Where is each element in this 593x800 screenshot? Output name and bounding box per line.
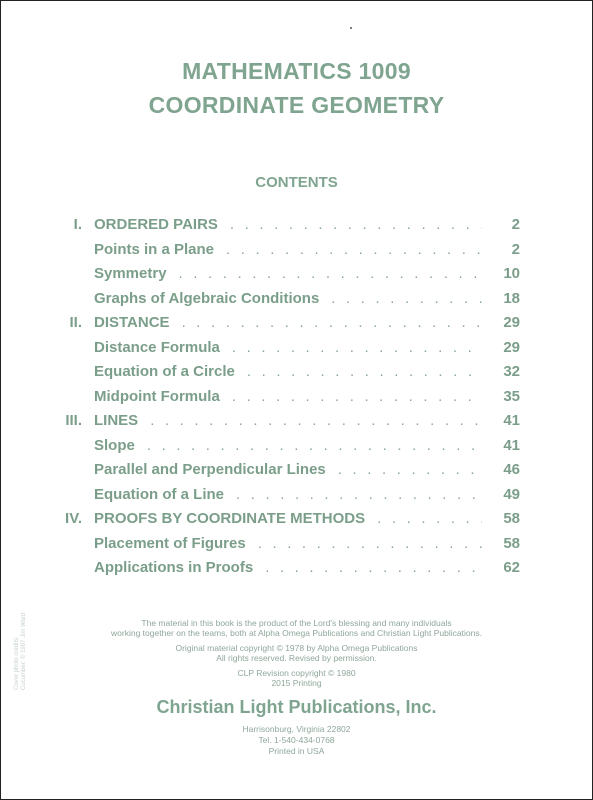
dot-leader bbox=[230, 216, 482, 233]
dot-leader bbox=[147, 437, 482, 454]
toc-entry-page: 46 bbox=[503, 461, 520, 478]
title-line-1: MATHEMATICS 1009 bbox=[182, 58, 411, 84]
toc-entry-page: 2 bbox=[511, 240, 520, 258]
photo-credit bbox=[14, 613, 28, 690]
dot-leader bbox=[182, 314, 482, 331]
dot-leader bbox=[258, 535, 482, 552]
dot-leader bbox=[331, 290, 482, 307]
printed-in: Printed in USA bbox=[268, 746, 325, 756]
dot-leader bbox=[236, 486, 482, 503]
dot-leader bbox=[226, 241, 482, 258]
toc-entry-number: IV. bbox=[65, 510, 82, 527]
toc-entry bbox=[40, 363, 520, 387]
revision-line-2: 2015 Printing bbox=[271, 678, 322, 688]
dot-leader bbox=[377, 510, 482, 527]
title-line-2: COORDINATE GEOMETRY bbox=[148, 92, 445, 118]
toc-entry bbox=[40, 437, 520, 461]
toc-entry-page: 58 bbox=[503, 534, 520, 552]
toc-entry-label: Points in a Plane bbox=[94, 240, 215, 258]
copyright-line-2: All rights reserved. Revised by permission. bbox=[216, 653, 377, 663]
dot-leader bbox=[247, 363, 482, 380]
toc-entry-label: Graphs of Algebraic Conditions bbox=[94, 289, 320, 307]
toc-entry-page: 58 bbox=[503, 510, 520, 527]
toc-entry-label: Equation of a Line bbox=[94, 485, 224, 503]
toc-entry-label: Applications in Proofs bbox=[94, 559, 254, 576]
blessing-line-1: The material in this book is the product of the Lord's blessing and many individuals bbox=[141, 618, 452, 628]
toc-entry-label: Placement of Figures bbox=[94, 534, 246, 552]
dot-leader bbox=[232, 339, 482, 356]
toc-entry-label: Symmetry bbox=[94, 265, 167, 282]
toc-entry bbox=[40, 535, 520, 559]
toc-entry bbox=[40, 314, 520, 338]
toc-entry-page: 10 bbox=[503, 265, 520, 282]
toc-entry bbox=[40, 388, 520, 412]
photo-credit-line-2: Cucumber: © 1987 Jim Ward bbox=[21, 612, 27, 690]
toc-entry-page: 41 bbox=[503, 436, 520, 454]
toc-entry-number: III. bbox=[65, 412, 82, 429]
dot-leader bbox=[338, 461, 482, 478]
toc-entry bbox=[40, 412, 520, 436]
toc-entry-label: LINES bbox=[94, 412, 139, 429]
toc-entry-page: 35 bbox=[503, 387, 520, 405]
dot-leader bbox=[232, 388, 482, 405]
copyright-line-1: Original material copyright © 1978 by Alpha Omega Publications bbox=[175, 643, 418, 653]
dot-leader bbox=[179, 265, 482, 282]
toc-entry bbox=[40, 510, 520, 534]
dot-leader bbox=[265, 559, 482, 576]
toc-entry-page: 62 bbox=[503, 559, 520, 576]
photo-credit-line-1: Cover photo credits: bbox=[14, 636, 20, 690]
toc-entry-label: PROOFS BY COORDINATE METHODS bbox=[94, 510, 366, 527]
toc-entry-label: Distance Formula bbox=[94, 338, 220, 356]
toc-entry-page: 2 bbox=[511, 216, 520, 233]
toc-entry-page: 49 bbox=[503, 485, 520, 503]
blessing-line-2: working together on the teams, both at Alpha Omega Publications and Christian Light Publications. bbox=[111, 628, 482, 638]
publisher-phone: Tel. 1-540-434-0768 bbox=[258, 735, 335, 745]
toc-entry bbox=[40, 241, 520, 265]
speck bbox=[350, 27, 352, 29]
toc-entry-label: ORDERED PAIRS bbox=[94, 216, 218, 233]
publisher-address: Harrisonburg, Virginia 22802 bbox=[242, 724, 351, 734]
toc-entry-label: Equation of a Circle bbox=[94, 363, 235, 380]
toc-entry-label: Slope bbox=[94, 436, 135, 454]
contents-heading: CONTENTS bbox=[255, 174, 338, 191]
toc-entry bbox=[40, 559, 520, 583]
toc-entry bbox=[40, 461, 520, 485]
toc-entry bbox=[40, 339, 520, 363]
toc-entry-page: 41 bbox=[503, 412, 520, 429]
toc-entry bbox=[40, 265, 520, 289]
toc-entry-number: II. bbox=[69, 314, 82, 331]
revision-line-1: CLP Revision copyright © 1980 bbox=[237, 668, 356, 678]
toc-entry-page: 18 bbox=[503, 289, 520, 307]
toc-entry-label: Parallel and Perpendicular Lines bbox=[94, 461, 326, 478]
toc-entry bbox=[40, 290, 520, 314]
publisher-name: Christian Light Publications, Inc. bbox=[156, 697, 437, 717]
toc-entry-label: DISTANCE bbox=[94, 314, 170, 331]
toc-entry-label: Midpoint Formula bbox=[94, 387, 220, 405]
toc-entry bbox=[40, 486, 520, 510]
toc-entry bbox=[40, 216, 520, 240]
toc-entry-number: I. bbox=[73, 216, 82, 233]
dot-leader bbox=[150, 412, 482, 429]
toc-entry-page: 29 bbox=[503, 314, 520, 331]
toc-entry-page: 29 bbox=[503, 338, 520, 356]
toc-entry-page: 32 bbox=[503, 363, 520, 380]
